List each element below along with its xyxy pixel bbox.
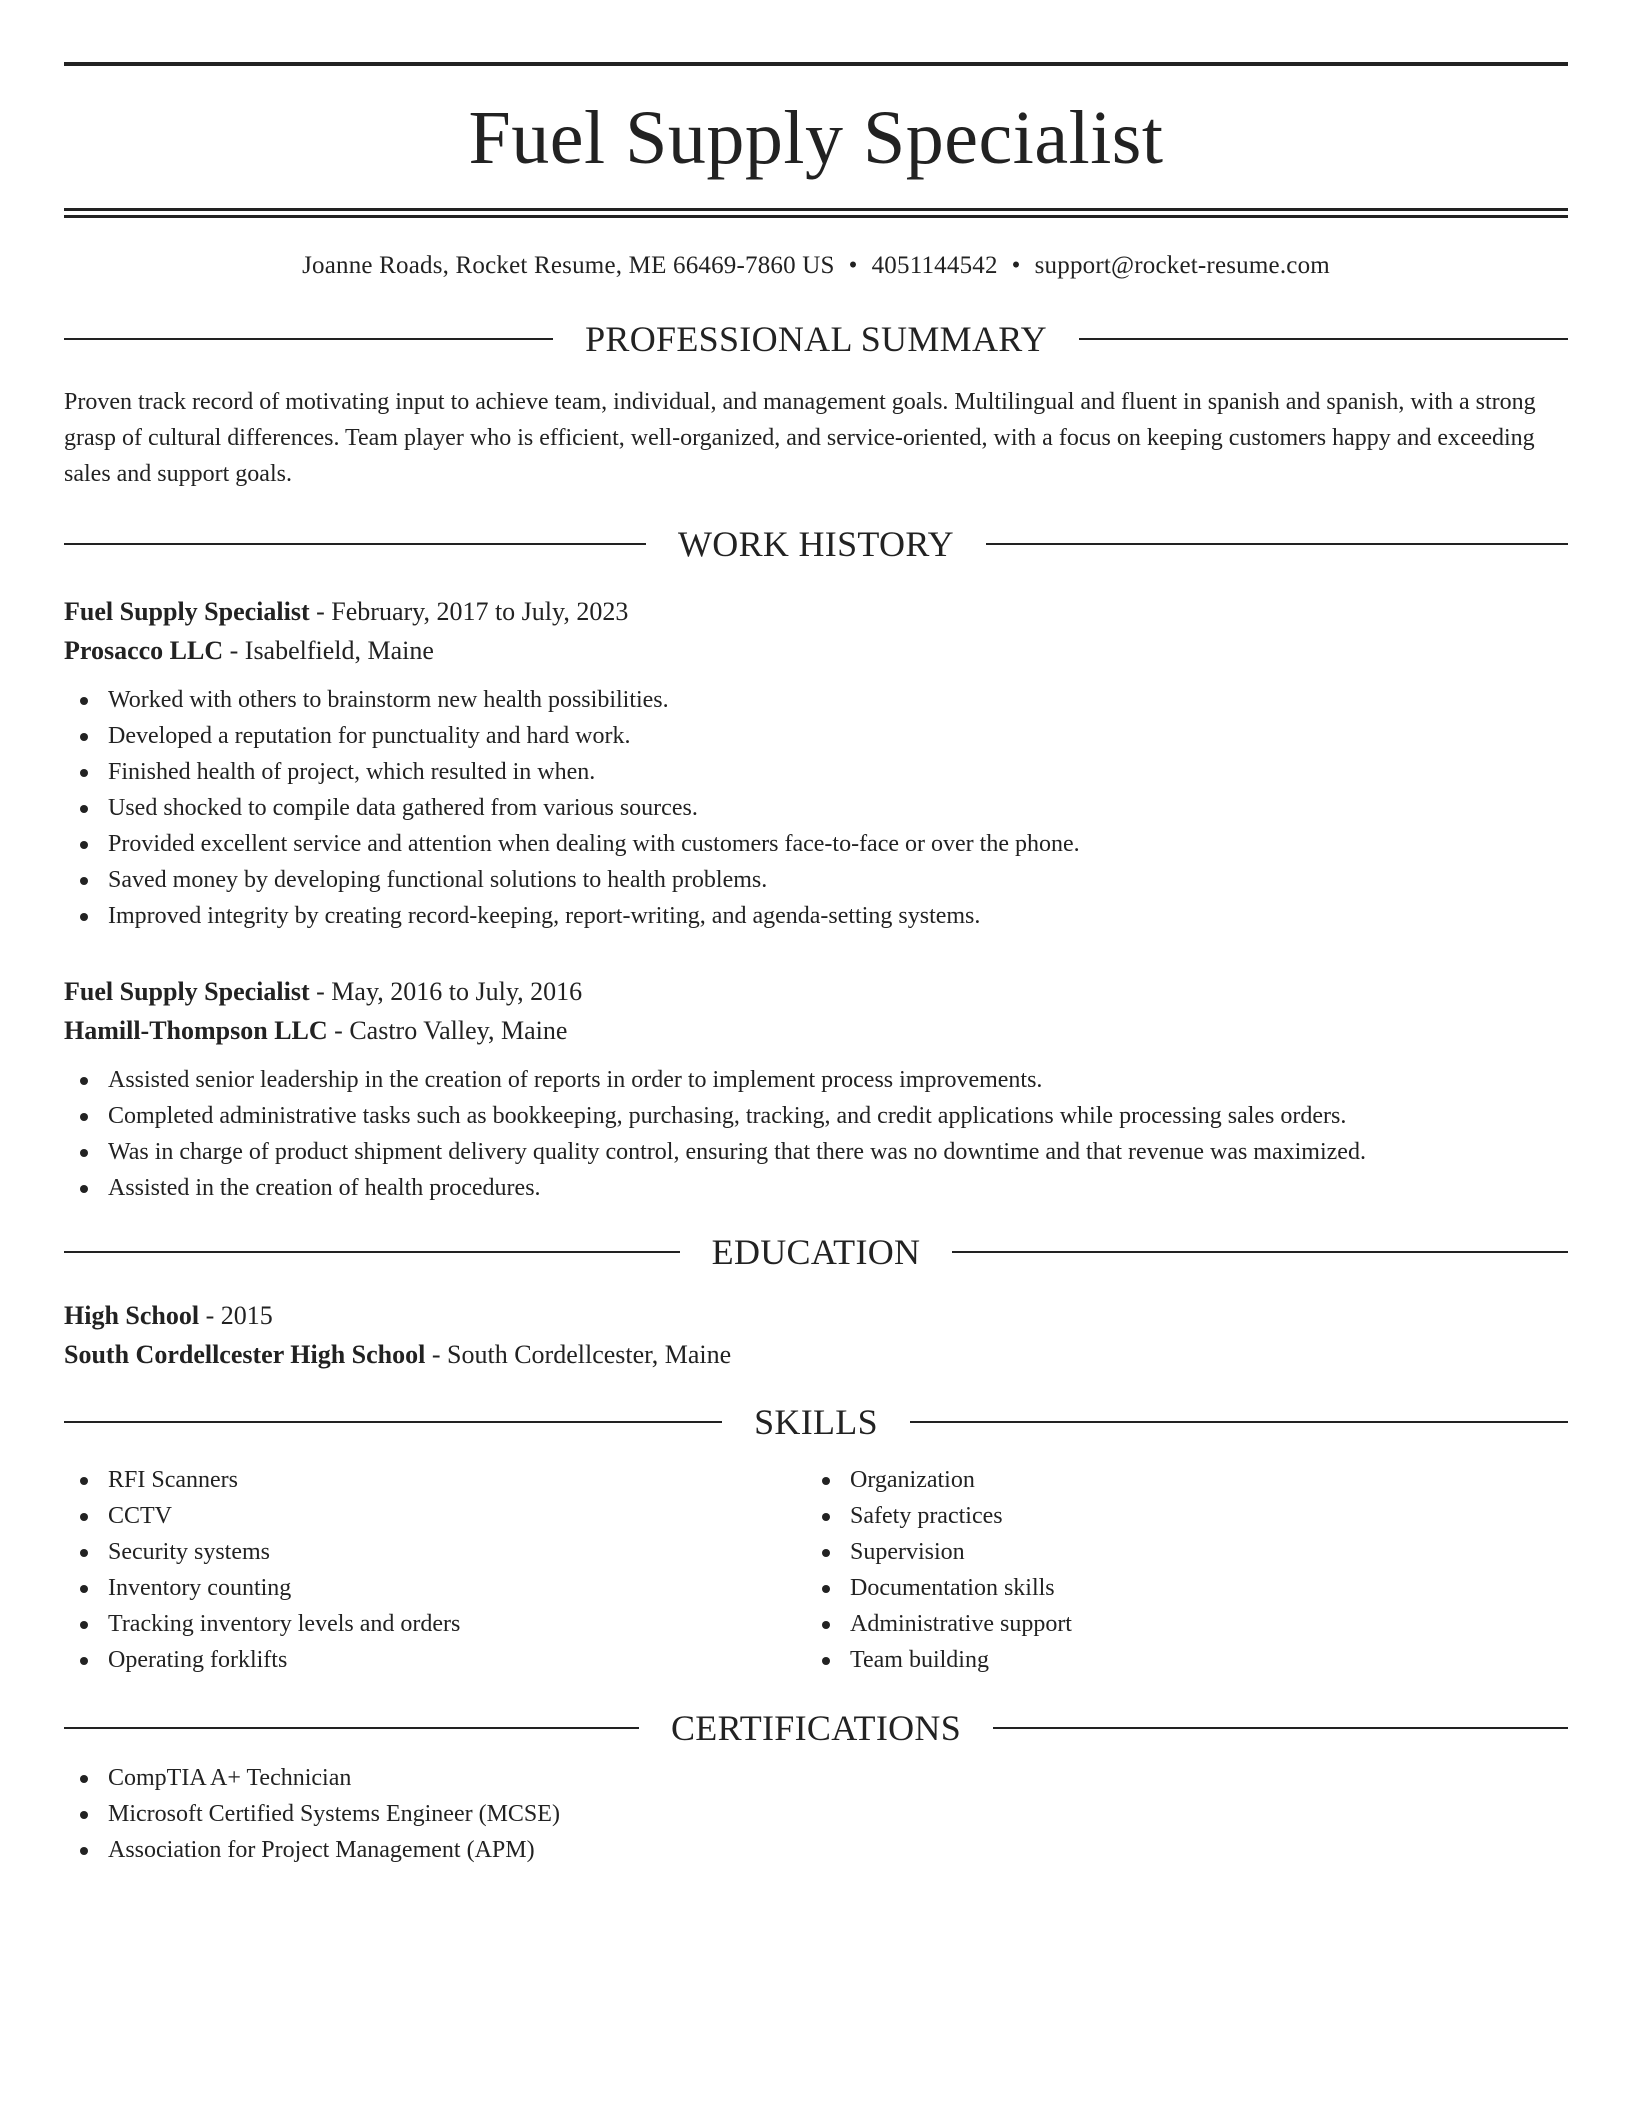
job-company-line <box>64 1011 1568 1050</box>
skills-list-left <box>64 1462 806 1678</box>
job-title: Fuel Supply Specialist <box>64 597 310 626</box>
list-item: Documentation skills <box>806 1570 1548 1606</box>
list-item: Tracking inventory levels and orders <box>64 1606 806 1642</box>
section-heading-work-history <box>64 524 1568 564</box>
list-item: Finished health of project, which resulted in when. <box>64 754 1568 790</box>
job-title-line <box>64 592 1568 631</box>
contact-line <box>64 251 1568 281</box>
heading-rule <box>64 338 553 340</box>
education-degree-line <box>64 1296 1568 1335</box>
list-item: Used shocked to compile data gathered from various sources. <box>64 790 1568 826</box>
job-title-line <box>64 972 1568 1011</box>
job-entry <box>64 592 1568 934</box>
certifications-list <box>64 1760 1568 1868</box>
contact-separator: • <box>1011 252 1021 279</box>
education-year: - 2015 <box>199 1301 273 1330</box>
section-heading-summary <box>64 319 1568 359</box>
list-item: Microsoft Certified Systems Engineer (MCSE) <box>64 1796 1568 1832</box>
list-item: Association for Project Management (APM) <box>64 1832 1568 1868</box>
list-item: Provided excellent service and attention when dealing with customers face-to-face or over the phone. <box>64 826 1568 862</box>
heading-rule <box>1079 338 1568 340</box>
heading-rule <box>993 1727 1568 1729</box>
job-company: Hamill-Thompson LLC <box>64 1016 328 1045</box>
list-item: Was in charge of product shipment delivery quality control, ensuring that there was no downtime and that revenue was maximized. <box>64 1134 1568 1170</box>
section-title: CERTIFICATIONS <box>670 1708 962 1748</box>
list-item: Worked with others to brainstorm new health possibilities. <box>64 682 1568 718</box>
heading-rule <box>64 1727 639 1729</box>
contact-phone: 4051144542 <box>871 252 998 279</box>
skills-grid <box>64 1462 1568 1678</box>
list-item: Security systems <box>64 1534 806 1570</box>
list-item: Improved integrity by creating record-keeping, report-writing, and agenda-setting systems. <box>64 898 1568 934</box>
heading-rule <box>910 1421 1568 1423</box>
job-entry <box>64 972 1568 1206</box>
list-item: Completed administrative tasks such as bookkeeping, purchasing, tracking, and credit applications while processing sales orders. <box>64 1098 1568 1134</box>
job-company: Prosacco LLC <box>64 636 224 665</box>
list-item: Organization <box>806 1462 1548 1498</box>
education-school: South Cordellcester High School <box>64 1340 426 1369</box>
list-item: Saved money by developing functional solutions to health problems. <box>64 862 1568 898</box>
section-title: PROFESSIONAL SUMMARY <box>585 319 1047 359</box>
list-item: RFI Scanners <box>64 1462 806 1498</box>
job-location: - Isabelfield, Maine <box>223 636 434 665</box>
education-location: - South Cordellcester, Maine <box>425 1340 732 1369</box>
heading-rule <box>64 1421 722 1423</box>
page-title: Fuel Supply Specialist <box>468 96 1164 180</box>
job-duties-list <box>64 682 1568 934</box>
list-item: CompTIA A+ Technician <box>64 1760 1568 1796</box>
education-school-line <box>64 1335 1568 1374</box>
top-rule <box>64 62 1568 66</box>
heading-rule <box>952 1251 1568 1253</box>
list-item: Supervision <box>806 1534 1548 1570</box>
heading-rule <box>986 543 1568 545</box>
section-heading-education <box>64 1232 1568 1272</box>
list-item: Developed a reputation for punctuality and hard work. <box>64 718 1568 754</box>
section-heading-skills <box>64 1402 1568 1442</box>
job-dates: - May, 2016 to July, 2016 <box>309 977 583 1006</box>
list-item: Assisted senior leadership in the creation of reports in order to implement process improvements. <box>64 1062 1568 1098</box>
section-title: WORK HISTORY <box>678 524 954 564</box>
list-item: Operating forklifts <box>64 1642 806 1678</box>
job-title: Fuel Supply Specialist <box>64 977 310 1006</box>
job-duties-list <box>64 1062 1568 1206</box>
summary-text: Proven track record of motivating input to achieve team, individual, and management goals. Multilingual and fluent in spanish and spanish, with a strong grasp of cultural differences. Team player who is efficient, well-organized, and service-oriented, with a focus on keeping customers happy and exceeding sales and support goals. <box>64 389 1536 487</box>
list-item: CCTV <box>64 1498 806 1534</box>
heading-rule <box>64 543 646 545</box>
list-item: Team building <box>806 1642 1548 1678</box>
section-heading-certifications <box>64 1708 1568 1748</box>
heading-rule <box>64 1251 680 1253</box>
list-item: Assisted in the creation of health procedures. <box>64 1170 1568 1206</box>
job-company-line <box>64 631 1568 670</box>
contact-address: Joanne Roads, Rocket Resume, ME 66469-7860 US <box>302 252 835 279</box>
double-rule <box>64 208 1568 218</box>
education-degree: High School <box>64 1301 200 1330</box>
contact-separator: • <box>848 252 858 279</box>
list-item: Administrative support <box>806 1606 1548 1642</box>
education-entry <box>64 1296 1568 1374</box>
job-dates: - February, 2017 to July, 2023 <box>309 597 629 626</box>
skills-list-right <box>806 1462 1548 1678</box>
job-location: - Castro Valley, Maine <box>327 1016 568 1045</box>
section-title: EDUCATION <box>711 1232 921 1272</box>
contact-email: support@rocket-resume.com <box>1034 252 1330 279</box>
list-item: Safety practices <box>806 1498 1548 1534</box>
section-title: SKILLS <box>754 1402 878 1442</box>
list-item: Inventory counting <box>64 1570 806 1606</box>
